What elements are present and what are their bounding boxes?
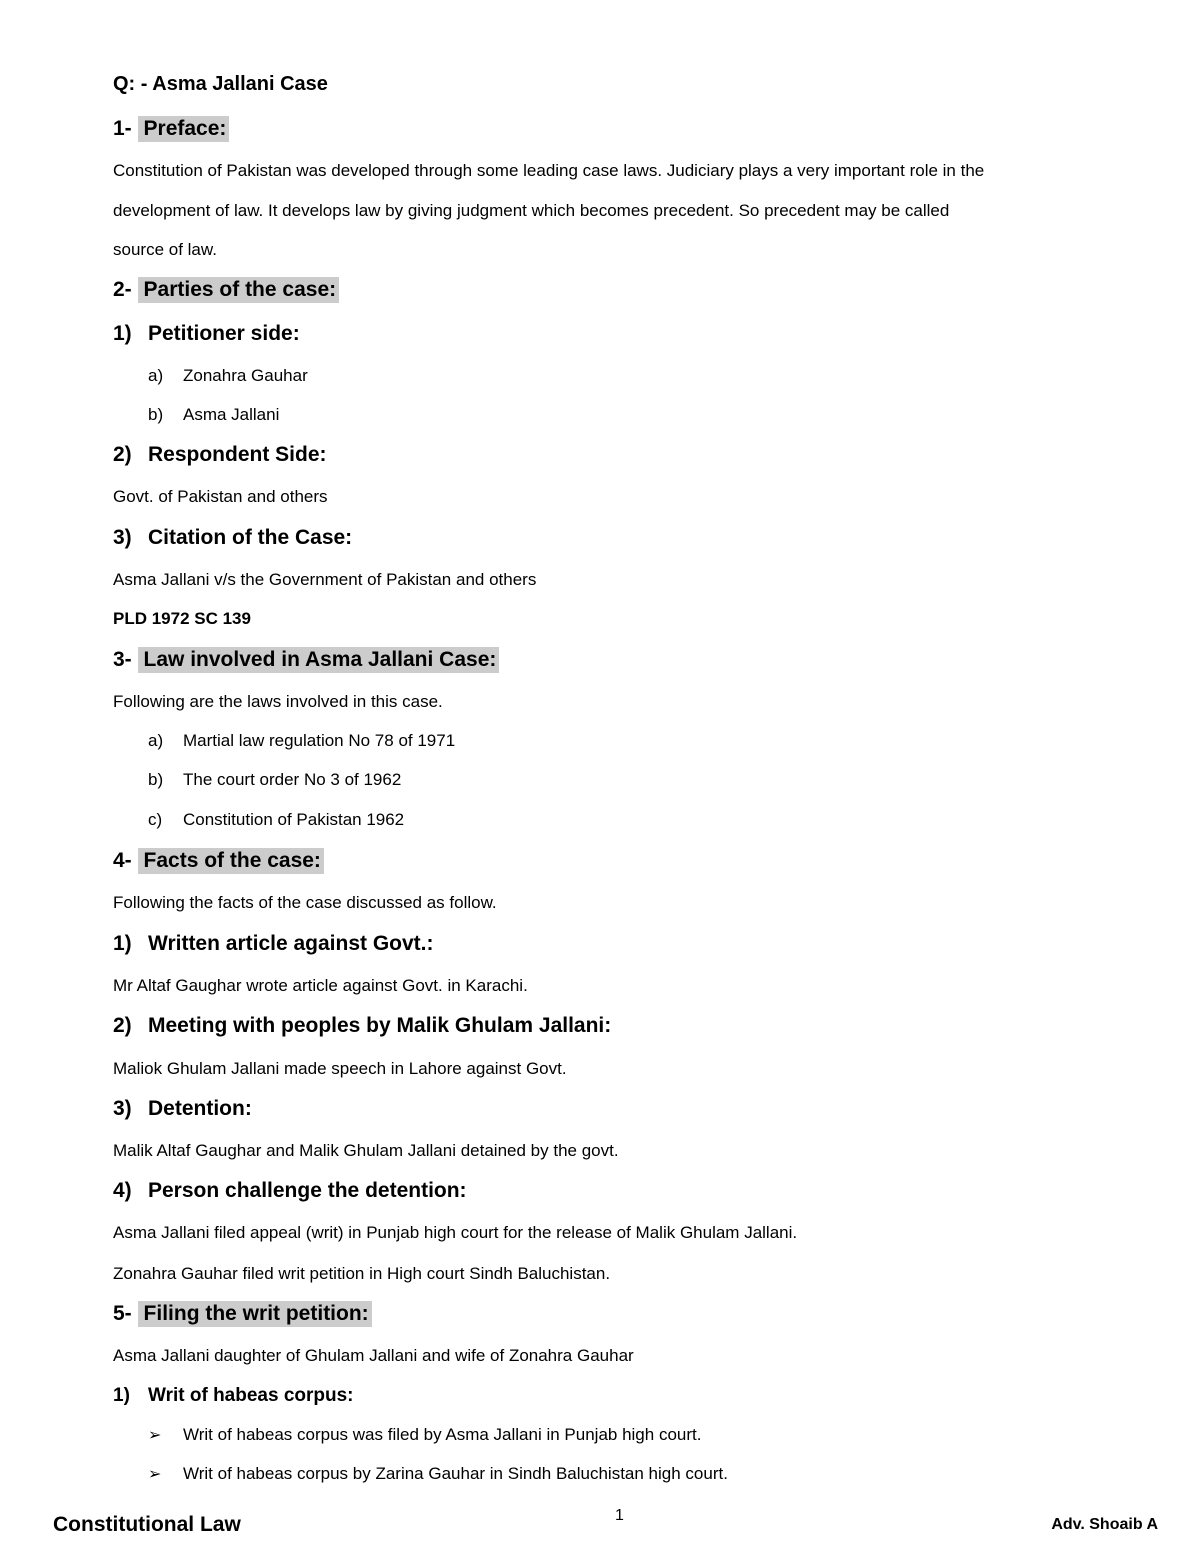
- paragraph-line: Asma Jallani daughter of Ghulam Jallani and wife of Zonahra Gauhar: [113, 1346, 634, 1365]
- subheading-number: 3): [113, 1097, 132, 1120]
- bullet-text: Writ of habeas corpus by Zarina Gauhar in Sindh Baluchistan high court.: [183, 1464, 728, 1483]
- subheading-number: 4): [113, 1179, 132, 1202]
- list-marker: c): [148, 810, 163, 829]
- section-heading-facts: [113, 850, 324, 871]
- arrow-bullet-icon: ➢: [148, 1427, 162, 1444]
- section-title: Parties of the case:: [138, 277, 340, 303]
- list-item: [148, 367, 308, 384]
- paragraph-line: Constitution of Pakistan was developed through some leading case laws. Judiciary plays a very important role in the: [113, 161, 985, 180]
- paragraph-line: Asma Jallani filed appeal (writ) in Punjab high court for the release of Malik Ghulam Jallani.: [113, 1223, 798, 1242]
- footer-course-title: Constitutional Law: [53, 1513, 241, 1536]
- footer-author: Adv. Shoaib A: [1051, 1516, 1158, 1533]
- paragraph-line: source of law.: [113, 240, 217, 259]
- bullet-text: Writ of habeas corpus was filed by Asma Jallani in Punjab high court.: [183, 1425, 702, 1444]
- subheading-title: Petitioner side:: [148, 322, 300, 345]
- bullet-item: [148, 1465, 728, 1483]
- list-item-text: Zonahra Gauhar: [183, 366, 308, 385]
- subheading-fact: [113, 933, 434, 954]
- subheading-number: 3): [113, 526, 132, 549]
- subheading-title: Citation of the Case:: [148, 526, 353, 549]
- subheading-number: 2): [113, 1014, 132, 1037]
- subheading-title: Respondent Side:: [148, 443, 327, 466]
- document-title: Q: - Asma Jallani Case: [113, 73, 328, 95]
- subheading-citation: [113, 527, 352, 548]
- subheading-respondent: [113, 444, 327, 465]
- subheading-title: Person challenge the detention:: [148, 1179, 467, 1202]
- section-title: Facts of the case:: [138, 848, 324, 874]
- section-title: Filing the writ petition:: [138, 1301, 372, 1327]
- subheading-fact: [113, 1015, 611, 1036]
- subheading-number: 1): [113, 1385, 130, 1406]
- section-number: 1-: [113, 117, 132, 140]
- section-heading-law: [113, 649, 499, 670]
- subheading-number: 1): [113, 322, 132, 345]
- footer-page-number: 1: [615, 1507, 624, 1524]
- bullet-item: [148, 1426, 701, 1444]
- list-marker: a): [148, 366, 164, 385]
- list-marker: b): [148, 405, 164, 424]
- paragraph-line: Mr Altaf Gaughar wrote article against Govt. in Karachi.: [113, 976, 528, 995]
- list-item: [148, 732, 455, 749]
- paragraph-line: Zonahra Gauhar filed writ petition in High court Sindh Baluchistan.: [113, 1264, 611, 1283]
- list-item: [148, 811, 404, 828]
- list-item-text: Constitution of Pakistan 1962: [183, 810, 405, 829]
- paragraph-line: Maliok Ghulam Jallani made speech in Lahore against Govt.: [113, 1059, 567, 1078]
- arrow-bullet-icon: ➢: [148, 1466, 162, 1483]
- list-item-text: The court order No 3 of 1962: [183, 770, 402, 789]
- subheading-fact: [113, 1180, 467, 1201]
- paragraph-line: Following the facts of the case discussed as follow.: [113, 893, 497, 912]
- section-heading-parties: [113, 279, 339, 300]
- list-item: [148, 406, 279, 423]
- subheading-number: 2): [113, 443, 132, 466]
- list-item: [148, 771, 401, 788]
- section-title: Law involved in Asma Jallani Case:: [138, 647, 500, 673]
- list-item-text: Martial law regulation No 78 of 1971: [183, 731, 456, 750]
- section-number: 2-: [113, 278, 132, 301]
- subheading-title: Written article against Govt.:: [148, 932, 434, 955]
- section-heading-preface: [113, 118, 229, 139]
- subheading-title: Detention:: [148, 1097, 252, 1120]
- citation-reference: PLD 1972 SC 139: [113, 609, 251, 628]
- section-number: 3-: [113, 648, 132, 671]
- subheading-fact: [113, 1098, 252, 1119]
- section-number: 5-: [113, 1302, 132, 1325]
- section-heading-writ: [113, 1303, 372, 1324]
- subheading-habeas: [113, 1386, 354, 1405]
- list-marker: b): [148, 770, 164, 789]
- section-number: 4-: [113, 849, 132, 872]
- paragraph-line: Govt. of Pakistan and others: [113, 487, 328, 506]
- section-title: Preface:: [138, 116, 230, 142]
- paragraph-line: development of law. It develops law by giving judgment which becomes precedent. So precedent may be called: [113, 201, 950, 220]
- subheading-title: Meeting with peoples by Malik Ghulam Jallani:: [148, 1014, 612, 1037]
- list-item-text: Asma Jallani: [183, 405, 280, 424]
- paragraph-line: Following are the laws involved in this case.: [113, 692, 443, 711]
- subheading-title: Writ of habeas corpus:: [148, 1385, 354, 1406]
- paragraph-line: Asma Jallani v/s the Government of Pakistan and others: [113, 570, 537, 589]
- list-marker: a): [148, 731, 164, 750]
- subheading-number: 1): [113, 932, 132, 955]
- subheading-petitioner: [113, 323, 300, 344]
- paragraph-line: Malik Altaf Gaughar and Malik Ghulam Jallani detained by the govt.: [113, 1141, 619, 1160]
